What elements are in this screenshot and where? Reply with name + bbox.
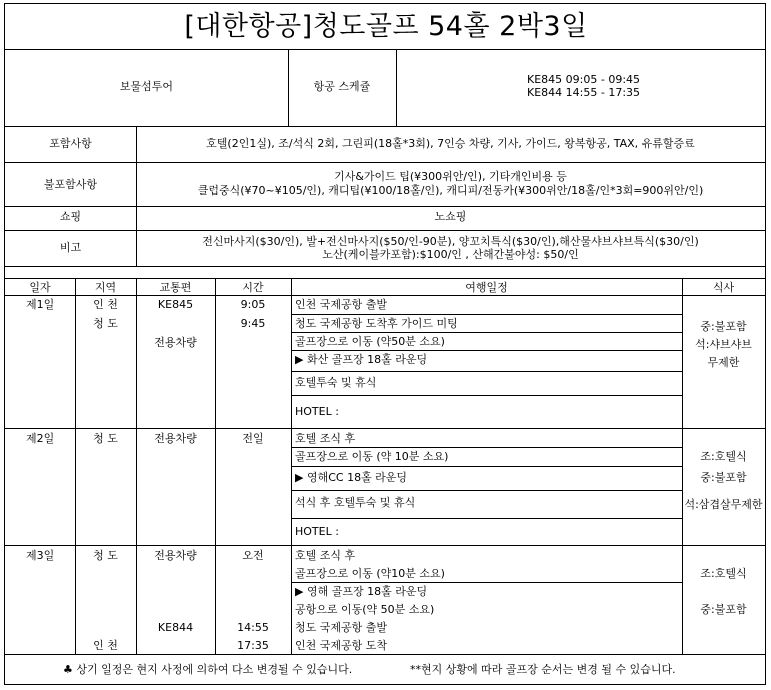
itinerary-item: 석식 후 호텔투숙 및 휴식: [295, 496, 416, 509]
col-header-itinerary: 여행일정: [465, 281, 508, 294]
divider: [5, 654, 765, 655]
day-label: 제1일: [26, 298, 55, 311]
page-title: [대한항공]청도골프 54홀 2박3일: [184, 11, 588, 42]
transport: 전용차량: [154, 432, 197, 445]
included-label: 포함사항: [49, 137, 92, 150]
region: 인 천: [93, 639, 118, 652]
itinerary-item: 청도 국제공항 도착후 가이드 미팅: [295, 317, 458, 330]
divider: [291, 582, 682, 583]
flight-inbound: KE844 14:55 - 17:35: [527, 86, 641, 99]
meal: 중:불포함: [700, 603, 747, 616]
meal: 조:호텔식: [700, 567, 747, 580]
itinerary-item: 골프장으로 이동 (약50분 소요): [295, 335, 445, 348]
col-header-transport: 교통편: [159, 281, 192, 294]
itinerary-item: 골프장으로 이동 (약10분 소요): [295, 567, 445, 580]
excluded-text-1: 기사&가이드 팁(¥300위안/인), 기타개인비용 등: [334, 170, 567, 183]
divider: [291, 314, 682, 315]
divider: [682, 278, 683, 654]
col-header-day: 일자: [29, 281, 51, 294]
time: 14:55: [237, 621, 269, 634]
divider: [5, 278, 765, 279]
itinerary-item: 호텔투숙 및 휴식: [295, 376, 377, 389]
divider: [291, 447, 682, 448]
included-text: 호텔(2인1실), 조/석식 2회, 그린피(18홀*3회), 7인승 차량, 기사, 가이드, 왕복항공, TAX, 유류할증료: [206, 137, 695, 150]
time: 9:45: [240, 317, 266, 330]
itinerary-item: 호텔 조식 후: [295, 549, 356, 562]
col-header-time: 시간: [242, 281, 264, 294]
divider: [5, 545, 765, 546]
divider: [5, 49, 765, 50]
itinerary-item: ▶ 화산 골프장 18홀 라운딩: [295, 353, 428, 366]
hotel-label: HOTEL :: [295, 405, 339, 418]
divider: [5, 428, 765, 429]
flight-outbound: KE845 09:05 - 09:45: [527, 73, 641, 86]
region: 청 도: [93, 549, 118, 562]
itinerary-item: ▶ 영해CC 18홀 라운딩: [295, 471, 408, 484]
remarks-text-2: 노산(케이블카포함):$100/인 , 산해간불야성: $50/인: [322, 248, 579, 261]
divider: [5, 266, 765, 267]
time: 오전: [242, 549, 264, 562]
itinerary-sheet: [4, 3, 766, 685]
itinerary-item: 골프장으로 이동 (약 10분 소요): [295, 450, 449, 463]
meal: 석:삼겹살무제한: [684, 498, 763, 511]
itinerary-item: 인천 국제공항 도착: [295, 639, 388, 652]
transport: 전용차량: [154, 336, 197, 349]
divider: [5, 230, 765, 231]
divider: [136, 278, 137, 654]
divider: [5, 162, 765, 163]
itinerary-item: ▶ 영해 골프장 18홀 라운딩: [295, 585, 428, 598]
meal: 석:샤브샤브: [695, 338, 752, 351]
time: 9:05: [240, 298, 266, 311]
itinerary-item: 인천 국제공항 출발: [295, 298, 388, 311]
flight-label: 항공 스케쥴: [313, 80, 371, 93]
transport: KE845: [157, 298, 194, 311]
col-header-meal: 식사: [712, 281, 735, 294]
excluded-label: 불포함사항: [43, 178, 98, 191]
divider: [291, 395, 682, 396]
remarks-label: 비고: [59, 241, 82, 254]
day-label: 제2일: [26, 432, 55, 445]
divider: [291, 371, 682, 372]
divider: [5, 206, 765, 207]
time: 17:35: [237, 639, 269, 652]
col-header-region: 지역: [94, 281, 117, 294]
meal: 조:호텔식: [700, 450, 747, 463]
footer-note: ♣ 상기 일정은 현지 사정에 의하여 다소 변경될 수 있습니다.: [63, 663, 353, 676]
region: 청 도: [93, 432, 118, 445]
itinerary-item: 청도 국제공항 출발: [295, 621, 388, 634]
divider: [5, 126, 765, 127]
divider: [291, 350, 682, 351]
day-label: 제3일: [26, 549, 55, 562]
meal: 무제한: [707, 356, 740, 369]
region: 청 도: [93, 317, 118, 330]
time: 전일: [242, 432, 264, 445]
divider: [291, 466, 682, 467]
divider: [215, 278, 216, 654]
shopping-text: 노쇼핑: [434, 210, 467, 223]
remarks-text-1: 전신마사지($30/인), 발+전신마사지($50/인-90분), 양꼬치특식($30/인),해산물샤브샤브특식($30/인): [202, 235, 699, 248]
footer-note: **현지 상황에 따라 골프장 순서는 변경 될 수 있습니다.: [410, 663, 676, 676]
divider: [291, 332, 682, 333]
region: 인 천: [93, 298, 118, 311]
meal: 중:불포함: [700, 471, 747, 484]
meal: 중:불포함: [700, 320, 747, 333]
itinerary-item: 호텔 조식 후: [295, 432, 356, 445]
agency-name: 보물섬투어: [119, 80, 174, 93]
excluded-text-2: 클럽중식(¥70~¥105/인), 캐디팁(¥100/18홀/인), 캐디피/전동카(¥300위안/18홀/인*3회=900위안/인): [197, 184, 704, 197]
hotel-label: HOTEL :: [295, 525, 339, 538]
divider: [396, 49, 397, 126]
transport: 전용차량: [154, 549, 197, 562]
itinerary-item: 공항으로 이동(약 50분 소요): [295, 603, 435, 616]
divider: [291, 518, 682, 519]
divider: [75, 278, 76, 654]
divider: [5, 295, 765, 296]
shopping-label: 쇼핑: [59, 210, 82, 223]
transport: KE844: [157, 621, 194, 634]
divider: [291, 490, 682, 491]
